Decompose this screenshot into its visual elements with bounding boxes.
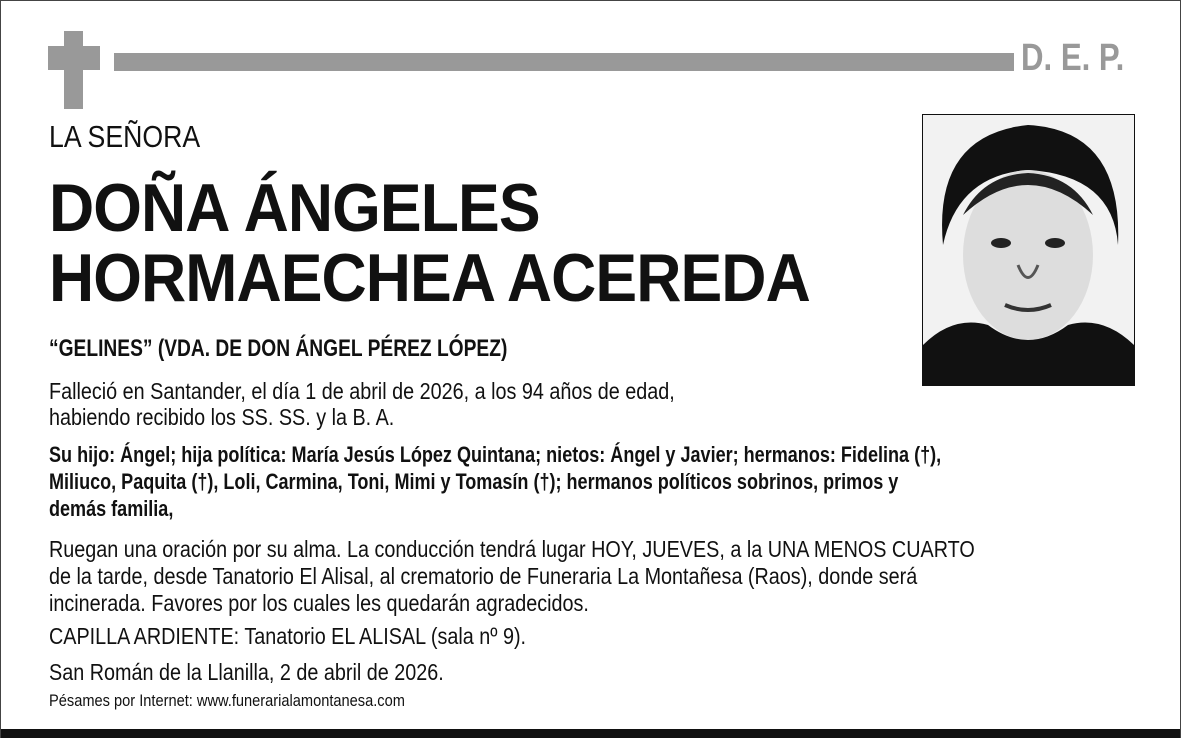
header-rule — [114, 53, 1014, 71]
family-list: Su hijo: Ángel; hija política: María Jesús López Quintana; nietos: Ángel y Javier; hermanos: Fidelina (†), — [49, 442, 942, 467]
condolences-link[interactable]: Pésames por Internet: www.funerarialamontanesa.com — [49, 691, 405, 710]
portrait-photo — [922, 114, 1135, 386]
deceased-name: HORMAECHEA ACEREDA — [49, 240, 810, 316]
death-info: Falleció en Santander, el día 1 de abril de 2026, a los 94 años de edad, — [49, 378, 675, 404]
deceased-name: DOÑA ÁNGELES — [49, 170, 540, 246]
family-list: Miliuco, Paquita (†), Loli, Carmina, Toni, Mimi y Tomasín (†); hermanos políticos sobrinos, primos y — [49, 469, 899, 494]
ceremony-info: Ruegan una oración por su alma. La conducción tendrá lugar HOY, JUEVES, a la UNA MENOS CUARTO — [49, 536, 975, 562]
death-info: habiendo recibido los SS. SS. y la B. A. — [49, 404, 395, 430]
dep-label: D. E. P. — [1021, 37, 1125, 79]
cross-icon — [64, 31, 83, 109]
place-date: San Román de la Llanilla, 2 de abril de 2026. — [49, 659, 444, 685]
cross-icon-arm — [48, 46, 100, 70]
family-list: demás familia, — [49, 496, 174, 521]
ceremony-info: incinerada. Favores por los cuales les quedarán agradecidos. — [49, 590, 589, 616]
nickname: “GELINES” (VDA. DE DON ÁNGEL PÉREZ LÓPEZ) — [49, 335, 508, 362]
chapel-info: CAPILLA ARDIENTE: Tanatorio EL ALISAL (sala nº 9). — [49, 623, 527, 649]
bottom-border — [1, 729, 1180, 738]
intro-label: LA SEÑORA — [49, 119, 201, 154]
ceremony-info: de la tarde, desde Tanatorio El Alisal, al crematorio de Funeraria La Montañesa (Raos), donde será — [49, 563, 918, 589]
